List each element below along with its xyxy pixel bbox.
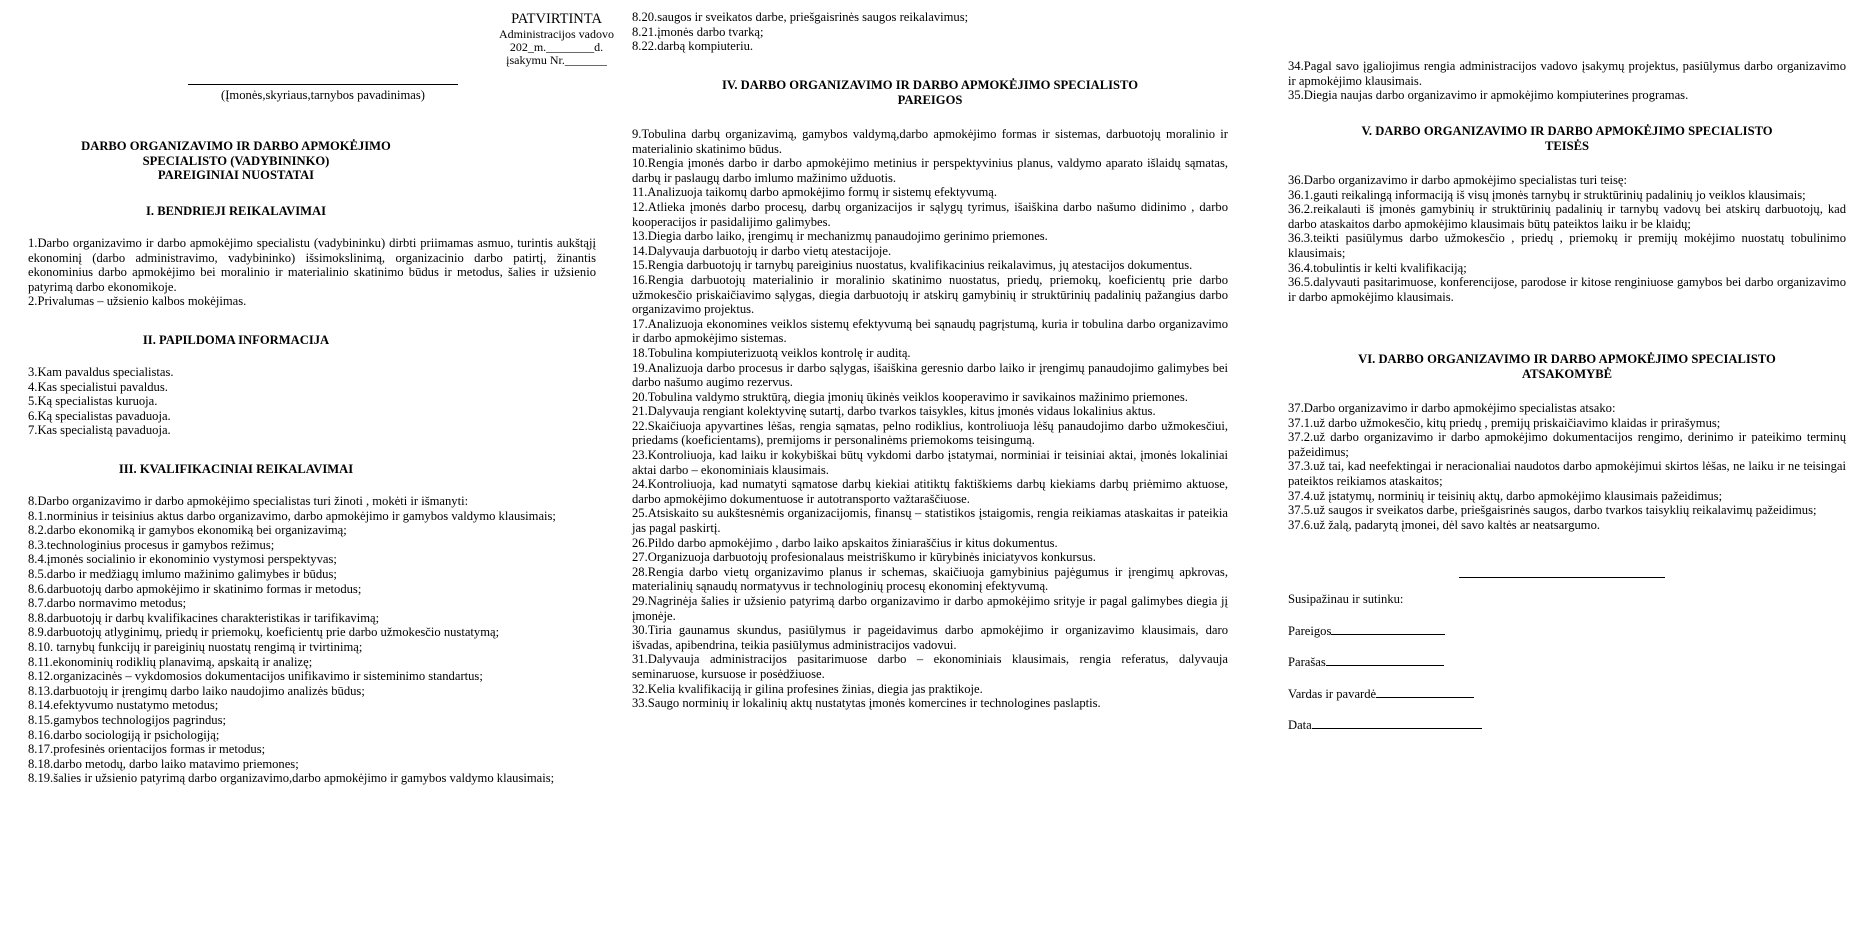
list-item: 17.Analizuoja ekonomines veiklos sistemų efektyvumą bei sąnaudų pagrįstumą, kuria ir tobulina darbo organizavimo ir darbo apmokėjimo sistemas. <box>632 316 1228 346</box>
document-title-line-2: SPECIALISTO (VADYBININKO) <box>142 153 330 168</box>
list-item: 35.Diegia naujas darbo organizavimo ir apmokėjimo kompiuterines programas. <box>1288 88 1689 103</box>
list-item: 37.1.už darbo užmokesčio, kitų priedų , premijų priskaičiavimo klaidas ir prirašymus; <box>1288 415 1721 430</box>
list-item: 2.Privalumas – užsienio kalbos mokėjimas. <box>28 294 247 309</box>
list-item: 28.Rengia darbo vietų organizavimo planus ir schemas, skaičiuoja gamybinius pajėgumus ir įrengimų apkrovas, materialinių sąnaudų normatyvus ir technologinių procesų ekonominį efektyvumą. <box>632 564 1228 594</box>
list-item: 8.20.saugos ir sveikatos darbe, priešgaisrinės saugos reikalavimus; <box>632 10 969 24</box>
list-item: 8.6.darbuotojų darbo apmokėjimo ir skatinimo formas ir metodus; <box>28 581 362 596</box>
section-3-list-continued <box>632 10 1228 54</box>
list-item: 15.Rengia darbuotojų ir tarnybų pareiginius nuostatus, kvalifikacinius reikalavimus, jų atestacijos dokumentus. <box>632 258 1193 273</box>
list-item: 22.Skaičiuoja apyvartines lėšas, rengia sąmatas, pelno rodiklius, kontroliuoja lėšų panaudojimo darbo užmokesčiui, priedams (koeficientams), premijoms ir personalinėms priemokoms teisingumą. <box>632 418 1228 448</box>
list-item: 37.Darbo organizavimo ir darbo apmokėjimo specialistas atsako: <box>1288 401 1616 415</box>
list-item: 12.Atlieka įmonės darbo procesų, darbų organizacijos ir sąlygų tyrimus, išaiškina darbo našumo didinimo , darbo kooperacijos ir pasidalijimo galimybes. <box>632 199 1228 229</box>
list-item: 8.19.šalies ir užsienio patyrimą darbo organizavimo,darbo apmokėjimo ir gamybos valdymo klausimais; <box>28 771 555 786</box>
list-item: 8.11.ekonominių rodiklių planavimą, apskaitą ir analizę; <box>28 654 313 669</box>
list-item: 29.Nagrinėja šalies ir užsienio patyrimą darbo organizavimo ir darbo apmokėjimo srityje ir pagal galimybes diegia jį įmonėje. <box>632 594 1228 623</box>
organization-name-line <box>188 84 458 85</box>
list-item: 33.Saugo norminių ir lokalinių aktų nustatytas įmonės komercines ir technologines paslaptis. <box>632 696 1101 711</box>
section-1-heading: I. BENDRIEJI REIKALAVIMAI <box>146 204 326 218</box>
list-item: 20.Tobulina valdymo struktūrą, diegia įmonių ūkinės veiklos kooperavimo ir savikainos mažinimo priemones. <box>632 389 1188 404</box>
section-4-list-continued <box>1288 59 1846 103</box>
list-item: 3.Kam pavaldus specialistas. <box>28 365 174 379</box>
list-item: 26.Pildo darbo apmokėjimo , darbo laiko apskaitos žiniaraščius ir kitus dokumentus. <box>632 535 1058 550</box>
section-4-list <box>632 127 1228 711</box>
list-item: 8.14.efektyvumo nustatymo metodus; <box>28 698 219 713</box>
list-item: 36.1.gauti reikalingą informaciją iš visų įmonės tarnybų ir struktūrinių padalinių jo veiklos klausimais; <box>1288 187 1806 202</box>
list-item: 21.Dalyvauja rengiant kolektyvinę sutartį, darbo tvarkos taisykles, kitus įmonės vidaus lokalinius aktus. <box>632 404 1156 419</box>
section-2-heading: II. PAPILDOMA INFORMACIJA <box>142 333 330 347</box>
section-6-heading-line-1: VI. DARBO ORGANIZAVIMO IR DARBO APMOKĖJIMO SPECIALISTO <box>1358 352 1776 366</box>
section-6-list <box>1288 401 1846 532</box>
section-5-heading-line-2: TEISĖS <box>1544 138 1590 153</box>
list-item: 13.Diegia darbo laiko, įrengimų ir mechanizmų panaudojimo gerinimo priemones. <box>632 229 1048 244</box>
section-5-heading <box>1288 124 1846 153</box>
signature-field-position <box>1288 624 1846 639</box>
list-item: 37.4.už įstatymų, norminių ir teisinių aktų, darbo apmokėjimo klausimais pažeidimus; <box>1288 488 1723 503</box>
list-item: 24.Kontroliuoja, kad numatyti sąmatose darbų kiekiai atitiktų faktiškiems darbų kiekiams darbų priėmimo aktuose, darbo apmokėjimo dokumentuose ir autotransporto važtaraščiuose. <box>632 477 1228 506</box>
list-item: 8.8.darbuotojų ir darbų kvalifikacines charakteristikas ir tarifikavimą; <box>28 610 380 625</box>
signature-field-name <box>1288 687 1846 702</box>
list-item: 8.21.įmonės darbo tvarką; <box>632 24 764 39</box>
signature-field-line[interactable] <box>1376 697 1474 698</box>
signature-field-label: Vardas ir pavardė <box>1288 686 1377 701</box>
signature-intro: Susipažinau ir sutinku: <box>1288 592 1404 606</box>
section-4-heading-line-1: IV. DARBO ORGANIZAVIMO IR DARBO APMOKĖJIMO SPECIALISTO <box>721 78 1138 92</box>
list-item: 8.12.organizacinės – vykdomosios dokumentacijos unifikavimo ir sisteminimo standartus; <box>28 669 483 684</box>
list-item: 36.4.tobulintis ir kelti kvalifikaciją; <box>1288 260 1467 275</box>
list-item: 8.5.darbo ir medžiagų imlumo mažinimo galimybes ir būdus; <box>28 566 337 581</box>
section-5-heading-line-1: V. DARBO ORGANIZAVIMO IR DARBO APMOKĖJIMO SPECIALISTO <box>1361 124 1773 138</box>
list-item: 23.Kontroliuoja, kad laiku ir kokybiškai būtų vykdomi darbo įstatymai, norminiai ir teisiniai aktai, įmonės lokaliniai aktai darbo – ekonominiais klausimais. <box>632 448 1228 477</box>
list-item: 37.2.už darbo organizavimo ir darbo apmokėjimo dokumentacijos rengimo, derinimo ir pateikimo terminų pažeidimus; <box>1288 430 1846 459</box>
list-item: 37.5.už saugos ir sveikatos darbe, priešgaisrinės saugos, darbo tvarkos taisyklių reikalavimų pažeidimus; <box>1288 503 1817 518</box>
list-item: 8.2.darbo ekonomiką ir gamybos ekonomiką bei organizavimą; <box>28 523 347 538</box>
signature-field-label: Parašas <box>1288 655 1326 670</box>
list-item: 30.Tiria gaunamus skundus, pasiūlymus ir pageidavimus darbo apmokėjimo ir organizavimo klausimais, daro išvadas, apibendrina, teikia pasiūlymus administracijos vadovui. <box>632 623 1228 652</box>
list-item: 14.Dalyvauja darbuotojų ir darbo vietų atestacijoje. <box>632 243 892 258</box>
list-item: 36.Darbo organizavimo ir darbo apmokėjimo specialistas turi teisę: <box>1288 173 1628 187</box>
section-1-list <box>28 236 596 309</box>
list-item: 9.Tobulina darbų organizavimą, gamybos valdymą,darbo apmokėjimo formas ir sistemas, darbuotojų moralinio ir materialinio skatinimo būdus. <box>632 127 1228 156</box>
list-item: 36.5.dalyvauti pasitarimuose, konferencijose, parodose ir kitose renginiuose gamybos bei darbo organizavimo ir darbo apmokėjimo klausimais. <box>1288 275 1846 304</box>
signature-field-line[interactable] <box>1312 728 1482 729</box>
list-item: 34.Pagal savo įgaliojimus rengia administracijos vadovo įsakymų projektus, pasiūlymus darbo organizavimo ir apmokėjimo klausimais. <box>1288 59 1846 88</box>
list-item: 19.Analizuoja darbo procesus ir darbo sąlygas, išaiškina geresnio darbo laiko ir įrengimų panaudojimo galimybes bei darbo našumo augimo rezervus. <box>632 360 1228 390</box>
list-item: 11.Analizuoja taikomų darbo apmokėjimo formų ir sistemų efektyvumą. <box>632 185 998 200</box>
list-item: 27.Organizuoja darbuotojų profesionalaus meistriškumo ir kūrybinės iniciatyvos konkursus. <box>632 550 1096 565</box>
list-item: 8.22.darbą kompiuteriu. <box>632 39 754 54</box>
list-item: 8.17.profesinės orientacijos formas ir metodus; <box>28 742 266 757</box>
list-item: 5.Ką specialistas kuruoja. <box>28 394 158 409</box>
list-item: 10.Rengia įmonės darbo ir darbo apmokėjimo metinius ir perspektyvinius planus, valdymo aparato išlaidų sąmatas, darbų ir paslaugų darbo imlumo mažinimo užduotis. <box>632 156 1228 185</box>
section-6-heading-line-2: ATSAKOMYBĖ <box>1521 366 1613 381</box>
signature-field-line[interactable] <box>1331 634 1445 635</box>
list-item: 1.Darbo organizavimo ir darbo apmokėjimo specialistu (vadybininku) dirbti priimamas asmuo, turintis aukštąjį ekonominį (darbo administravimo, vadybininko) išsimokslinimą, organizacinio darbo patirtį, žinantis ekonominius darbo apmokėjimo bei moralinio ir materialinio skatinimo būdus ir metodus, šalies ir užsienio patyrimą darbo ekonomikoje. <box>28 236 596 294</box>
document-title-line-3: PAREIGINIAI NUOSTATAI <box>157 168 315 183</box>
signature-field-signature <box>1288 655 1846 670</box>
list-item: 18.Tobulina kompiuterizuotą veiklos kontrolę ir auditą. <box>632 345 911 360</box>
list-item: 8.15.gamybos technologijos pagrindus; <box>28 712 226 727</box>
signature-field-label: Pareigos <box>1288 623 1332 638</box>
list-item: 25.Atsiskaito su aukštesnėmis organizacijomis, finansų – statistikos įstaigomis, rengia reikiamas ataskaitas ir pateikia jas pagal paskirtį. <box>632 506 1228 536</box>
list-item: 4.Kas specialistui pavaldus. <box>28 379 168 394</box>
document-title <box>28 139 444 183</box>
list-item: 37.6.už žalą, padarytą įmonei, dėl savo kaltės ar neatsargumo. <box>1288 517 1601 532</box>
approval-title: PATVIRTINTA <box>511 11 602 27</box>
list-item: 6.Ką specialistas pavaduoja. <box>28 408 171 423</box>
list-item: 8.9.darbuotojų atlyginimų, priedų ir priemokų, koeficientų prie darbo užmokesčio nustatymą; <box>28 625 500 640</box>
document-title-line-1: DARBO ORGANIZAVIMO IR DARBO APMOKĖJIMO <box>81 139 391 153</box>
list-item: 8.Darbo organizavimo ir darbo apmokėjimo specialistas turi žinoti , mokėti ir išmanyti: <box>28 494 469 508</box>
list-item: 31.Dalyvauja administracijos pasitarimuose darbo – ekonominiais klausimais, rengia referatus, dalyvauja seminaruose, kursuose ir posėdžiuose. <box>632 652 1228 681</box>
list-item: 16.Rengia darbuotojų materialinio ir moralinio skatinimo nuostatus, priedų, priemokų, koeficientų prie darbo užmokesčio priskaičiavimo sąlygas, diegia darbuotojų ir atskirų gamybinių ir struktūrinių padalinių pažangius darbo organizavimo projektus. <box>632 272 1228 317</box>
list-item: 36.2.reikalauti iš įmonės gamybinių ir struktūrinių padalinių ir tarnybų vadovų bei atskirų darbuotojų, kad darbo ataskaitos darbo apmokėjimo klausimais būtų pateiktos laiku ir be klaidų; <box>1288 202 1846 231</box>
closing-divider <box>1459 577 1665 578</box>
list-item: 32.Kelia kvalifikaciją ir gilina profesines žinias, diegia jas praktikoje. <box>632 681 983 696</box>
signature-block <box>1288 592 1846 733</box>
section-3-list <box>28 494 596 786</box>
approval-line-3: įsakymu Nr._______ <box>506 53 607 67</box>
list-item: 8.18.darbo metodų, darbo laiko matavimo priemones; <box>28 756 299 771</box>
signature-field-line[interactable] <box>1326 665 1444 666</box>
approval-line-1: Administracijos vadovo <box>499 27 614 41</box>
list-item: 8.16.darbo sociologiją ir psichologiją; <box>28 727 220 742</box>
section-5-list <box>1288 173 1846 304</box>
approval-block <box>499 11 614 67</box>
approval-line-2: 202_m.________d. <box>509 40 604 54</box>
list-item: 7.Kas specialistą pavaduoja. <box>28 423 171 438</box>
organization-name-block <box>188 84 458 103</box>
list-item: 8.7.darbo normavimo metodus; <box>28 596 187 611</box>
list-item: 36.3.teikti pasiūlymus darbo užmokesčio , priedų , priemokų ir premijų mokėjimo nuostatų tobulinimo klausimais; <box>1288 231 1846 260</box>
list-item: 8.3.technologinius procesus ir gamybos režimus; <box>28 537 275 552</box>
list-item: 37.3.už tai, kad neefektingai ir neracionaliai naudotos darbo apmokėjimui skirtos lėšas, ne laiku ir ne teisingai pateiktos reikiamos ataskaitos; <box>1288 459 1846 488</box>
section-4-heading <box>632 78 1228 107</box>
section-2-list <box>28 365 596 438</box>
signature-field-label: Data <box>1288 718 1312 733</box>
section-6-heading <box>1288 352 1846 381</box>
list-item: 8.13.darbuotojų ir įrengimų darbo laiko naudojimo analizės būdus; <box>28 683 365 698</box>
list-item: 8.4.įmonės socialinio ir ekonominio vystymosi perspektyvas; <box>28 552 337 567</box>
section-4-heading-line-2: PAREIGOS <box>897 92 963 107</box>
signature-field-date <box>1288 718 1846 733</box>
list-item: 8.1.norminius ir teisinius aktus darbo organizavimo, darbo apmokėjimo ir gamybos valdymo klausimais; <box>28 508 556 523</box>
section-3-heading: III. KVALIFIKACINIAI REIKALAVIMAI <box>118 462 354 476</box>
list-item: 8.10. tarnybų funkcijų ir pareiginių nuostatų rengimą ir tvirtinimą; <box>28 639 363 654</box>
organization-name-caption: (Įmonės,skyriaus,tarnybos pavadinimas) <box>221 88 425 102</box>
column-1 <box>28 0 624 940</box>
